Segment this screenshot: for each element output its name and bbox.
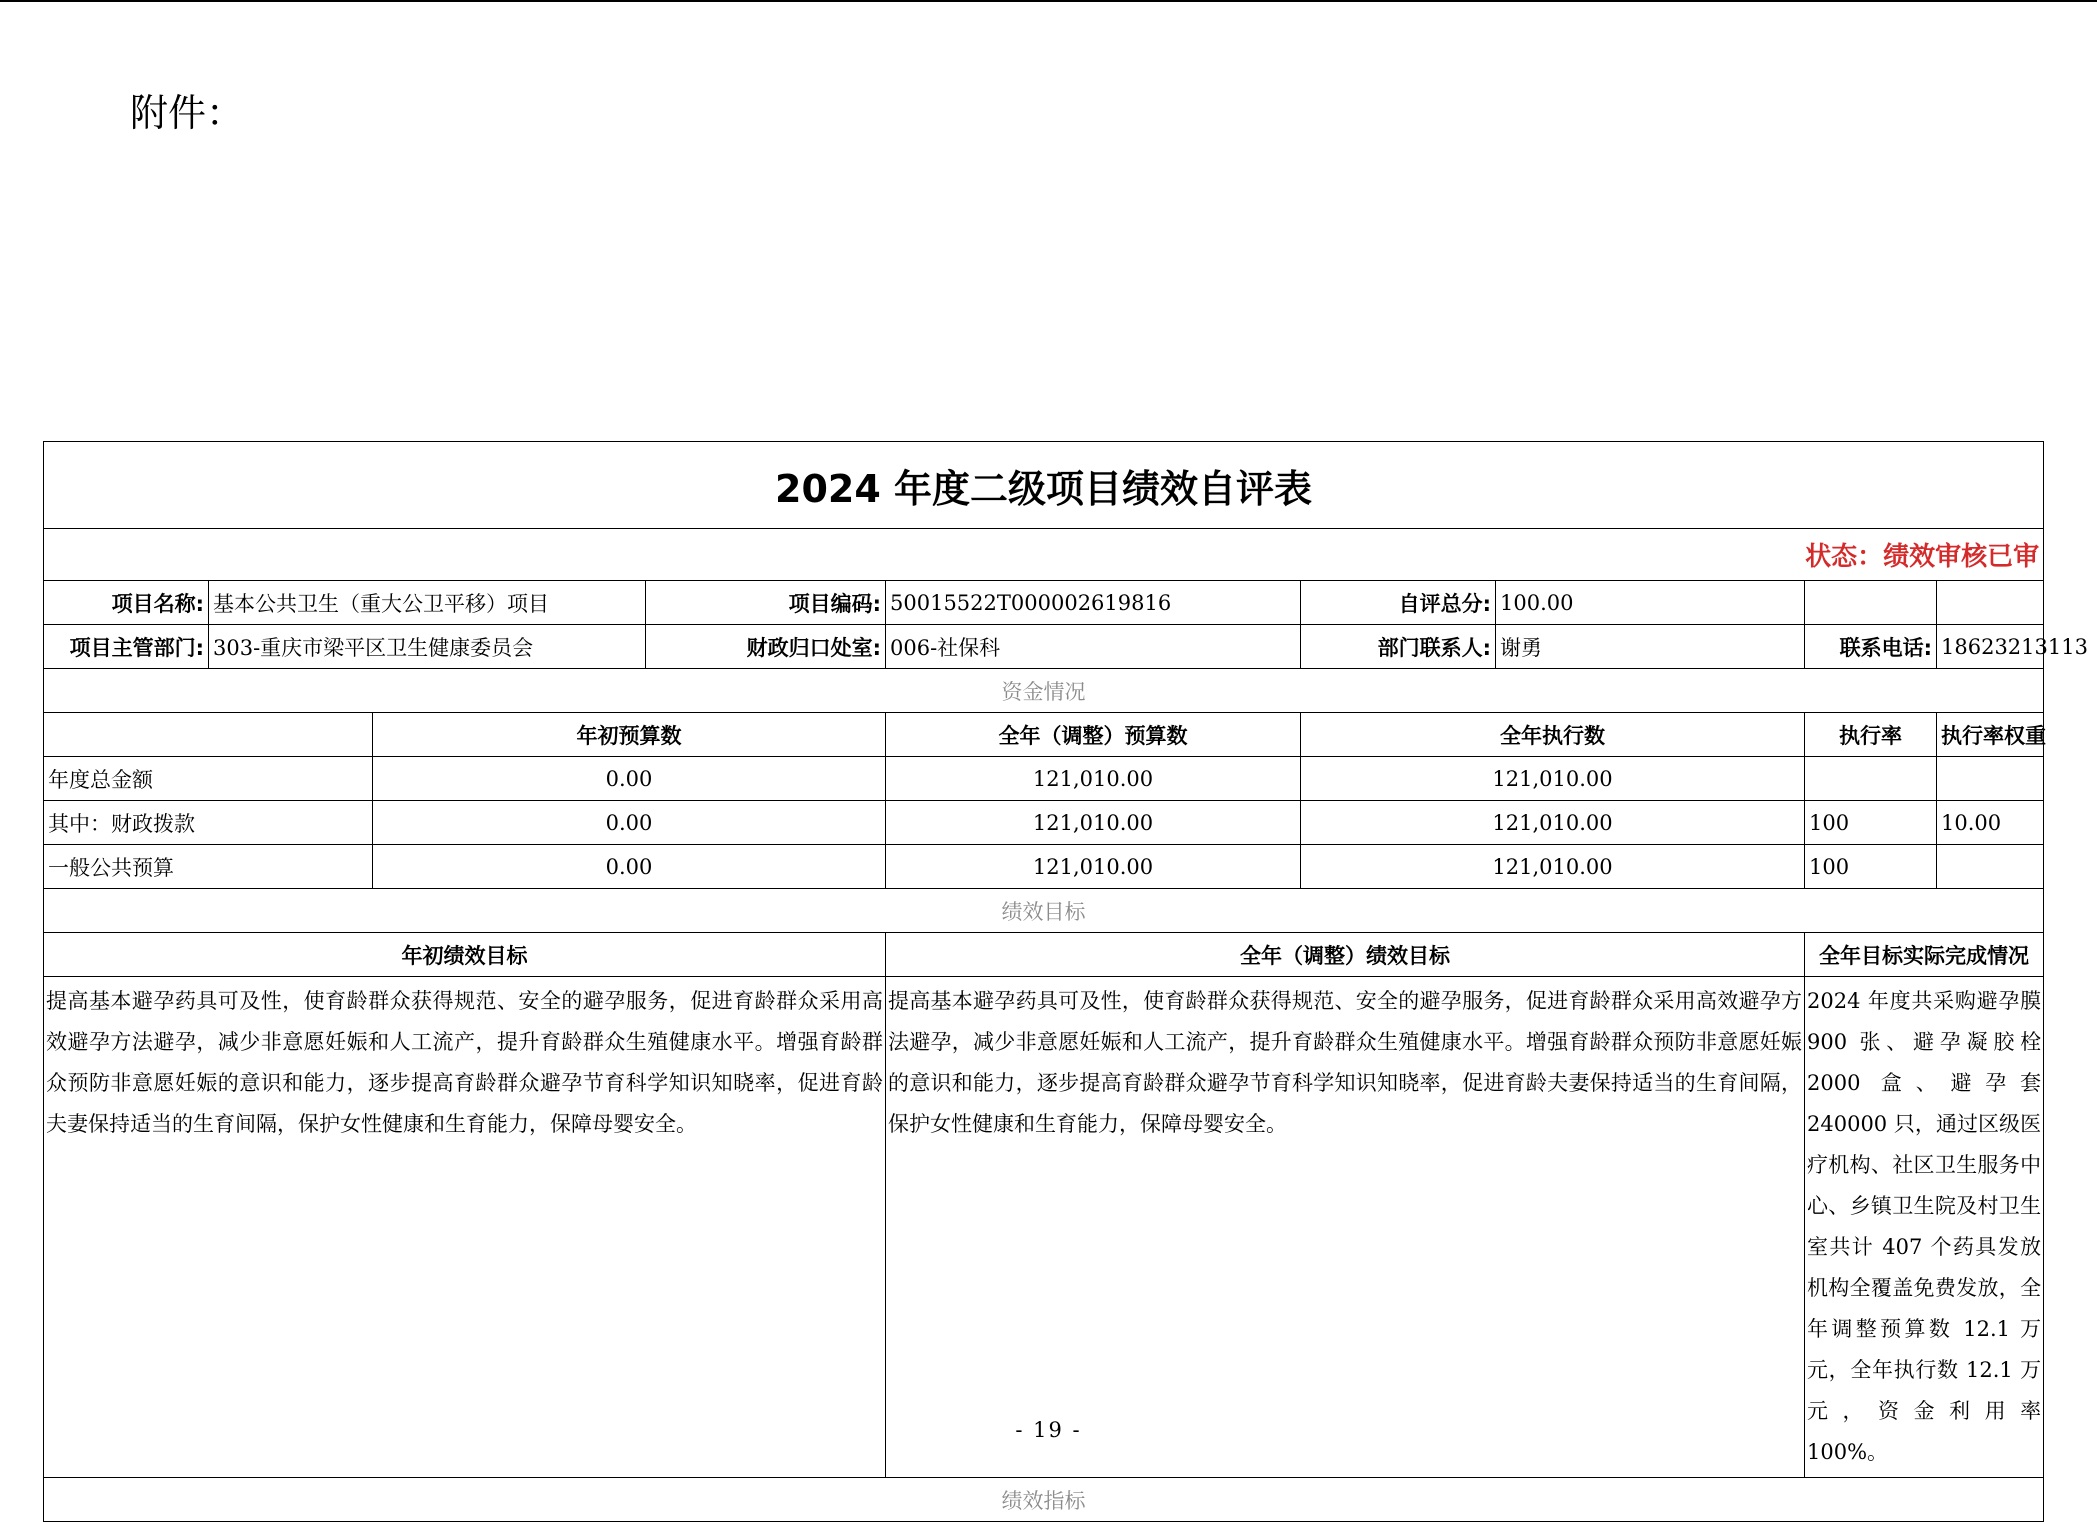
fund-row-rate: 100 [1805,801,1937,845]
adjusted-goal-text: 提高基本避孕药具可及性，使育龄群众获得规范、安全的避孕服务，促进育龄群众采用高效避孕方法避孕，减少非意愿妊娠和人工流产，提升育龄群众生殖健康水平。增强育龄群众预防非意愿妊娠的意识和能力，逐步提高育龄群众避孕节育科学知识知晓率，促进育龄夫妻保持适当的生育间隔，保护女性健康和生育能力，保障母婴安全。 [886,977,1805,1478]
department-label: 项目主管部门: [44,625,209,669]
table-row [44,757,2044,801]
fund-row-adjusted: 121,010.00 [886,801,1301,845]
fund-row-rate: 100 [1805,845,1937,889]
contact-person-label: 部门联系人: [1301,625,1496,669]
fund-row-adjusted: 121,010.00 [886,845,1301,889]
empty-cell [1805,581,1937,625]
department-value: 303-重庆市梁平区卫生健康委员会 [209,625,646,669]
finance-office-value: 006-社保科 [886,625,1301,669]
col-header-initial-goal: 年初绩效目标 [44,933,886,977]
fund-row-adjusted: 121,010.00 [886,757,1301,801]
phone-label: 联系电话: [1805,625,1937,669]
fund-row-weight: 10.00 [1937,801,2044,845]
page-number: - 19 - [1015,1418,1082,1442]
fund-row-name: 其中：财政拨款 [44,801,373,845]
col-header-adjusted-goal: 全年（调整）绩效目标 [886,933,1805,977]
form-title: 2024 年度二级项目绩效自评表 [44,442,2044,529]
phone-value: 18623213113 [1937,625,2044,669]
contact-person-value: 谢勇 [1496,625,1805,669]
fund-row-executed: 121,010.00 [1301,801,1805,845]
fund-row-initial: 0.00 [373,757,886,801]
status-label: 状态：绩效审核已审 [44,529,2044,581]
project-name-value: 基本公共卫生（重大公卫平移）项目 [209,581,646,625]
table-row [44,845,2044,889]
fund-row-weight [1937,845,2044,889]
score-label: 自评总分: [1301,581,1496,625]
initial-goal-text: 提高基本避孕药具可及性，使育龄群众获得规范、安全的避孕服务，促进育龄群众采用高效避孕方法避孕，减少非意愿妊娠和人工流产，提升育龄群众生殖健康水平。增强育龄群众预防非意愿妊娠的意识和能力，逐步提高育龄群众避孕节育科学知识知晓率，促进育龄夫妻保持适当的生育间隔，保护女性健康和生育能力，保障母婴安全。 [44,977,886,1478]
fund-row-rate [1805,757,1937,801]
fund-row-initial: 0.00 [373,801,886,845]
fund-row-executed: 121,010.00 [1301,845,1805,889]
empty-cell [1937,581,2044,625]
performance-self-evaluation-table [43,441,2088,1522]
table-row [44,801,2044,845]
project-code-value: 50015522T000002619816 [886,581,1301,625]
col-header-rate-weight: 执行率权重 [1937,713,2044,757]
col-header-actual-completion: 全年目标实际完成情况 [1805,933,2044,977]
actual-completion-text: 2024 年度共采购避孕膜 900 张、避孕凝胶栓 2000 盒、避孕套 240000 只，通过区级医疗机构、社区卫生服务中心、乡镇卫生院及村卫生室共计 407 个药具发放机构全覆盖免费发放，全年调整预算数 12.1 万元，全年执行数 12.1 万元，资金利用率 100%。 [1805,977,2044,1478]
col-header-initial-budget: 年初预算数 [373,713,886,757]
col-header-exec-rate: 执行率 [1805,713,1937,757]
col-header-executed: 全年执行数 [1301,713,1805,757]
score-value: 100.00 [1496,581,1805,625]
fund-row-name: 年度总金额 [44,757,373,801]
col-header-adjusted-budget: 全年（调整）预算数 [886,713,1301,757]
top-border-line [0,0,2097,2]
project-code-label: 项目编码: [646,581,886,625]
funds-section-title: 资金情况 [44,669,2044,713]
goals-section-title: 绩效目标 [44,889,2044,933]
attachment-label: 附件： [130,91,245,135]
project-name-label: 项目名称: [44,581,209,625]
indicators-section-title: 绩效指标 [44,1478,2044,1522]
fund-row-name: 一般公共预算 [44,845,373,889]
fund-row-weight [1937,757,2044,801]
empty-cell [44,713,373,757]
fund-row-initial: 0.00 [373,845,886,889]
fund-row-executed: 121,010.00 [1301,757,1805,801]
finance-office-label: 财政归口处室: [646,625,886,669]
